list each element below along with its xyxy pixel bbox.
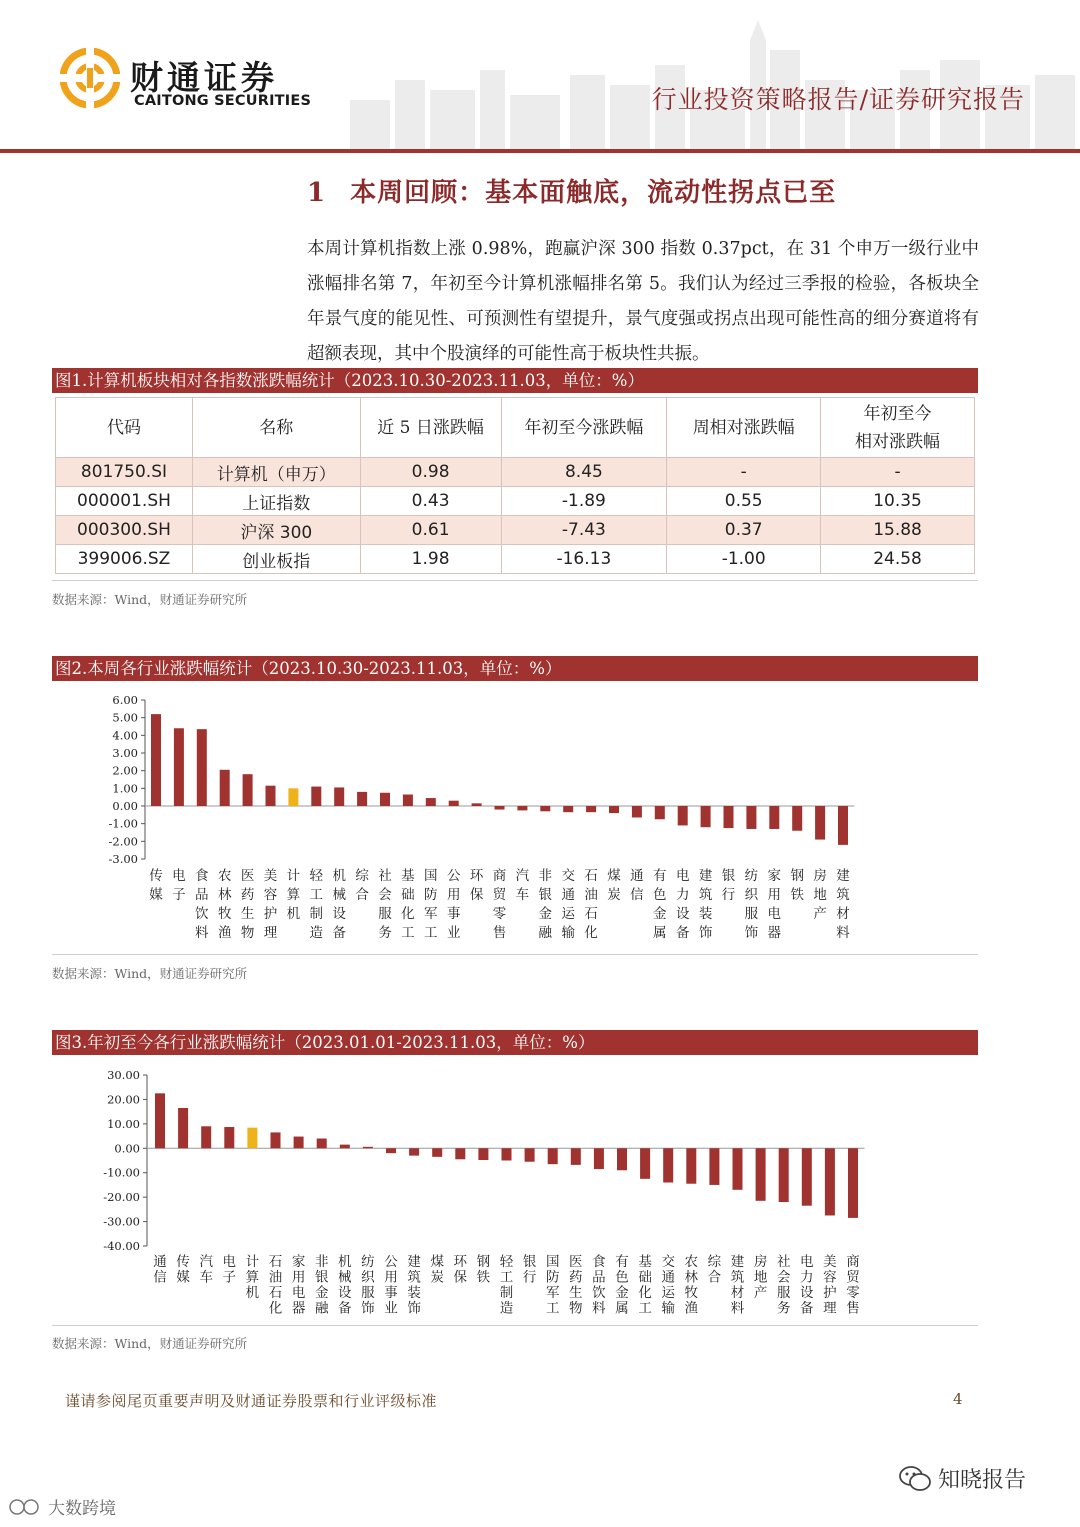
column-header: 年初至今涨跌幅 (501, 398, 667, 458)
x-category-label: 银行 (522, 1254, 537, 1286)
x-category-label: 商贸零售 (846, 1254, 860, 1316)
bar (769, 806, 779, 829)
bar (224, 1127, 234, 1148)
section-title: 本周回顾：基本面触底，流动性拐点已至 (350, 178, 837, 208)
table-cell: 8.45 (501, 458, 667, 487)
bar (502, 1148, 512, 1160)
bar (151, 714, 161, 806)
x-category-label: 医药生物 (569, 1254, 583, 1316)
x-category-label: 公用事业 (446, 868, 461, 941)
bar (663, 1148, 673, 1182)
y-tick-label: -3.00 (108, 852, 138, 866)
bar (478, 1148, 488, 1160)
figure2-source: 数据来源：Wind，财通证券研究所 (52, 966, 248, 981)
header-divider (0, 149, 1080, 153)
x-category-label: 建筑材料 (730, 1254, 745, 1316)
bar (632, 806, 642, 817)
table-cell: - (667, 458, 821, 487)
bar (571, 1148, 581, 1165)
bar (386, 1148, 396, 1153)
x-category-label: 建筑装饰 (698, 868, 713, 941)
table-cell: -1.00 (667, 545, 821, 574)
table-row (56, 545, 975, 574)
table-cell: 0.43 (360, 487, 501, 516)
bar (548, 1148, 558, 1164)
x-category-label: 汽车 (199, 1254, 213, 1286)
disclaimer-note: 谨请参阅尾页重要声明及财通证券股票和行业评级标准 (65, 1392, 438, 1410)
bar (340, 1145, 350, 1149)
watermark-right-text: 知晓报告 (938, 1468, 1027, 1493)
table-cell: 创业板指 (192, 545, 360, 574)
x-category-label: 国防军工 (545, 1254, 560, 1316)
x-category-label: 钢铁 (790, 868, 804, 903)
x-category-label: 煤炭 (430, 1254, 444, 1286)
bar (701, 806, 711, 827)
weekly-industry-change-chart (52, 684, 978, 946)
x-category-label: 交通运输 (661, 1254, 675, 1316)
y-tick-label: 10.00 (107, 1116, 140, 1131)
y-tick-label: 20.00 (107, 1092, 140, 1107)
bar (197, 729, 207, 806)
figure3-bottom-rule (52, 1325, 978, 1326)
table-cell: -16.13 (501, 545, 667, 574)
y-tick-label: 2.00 (112, 763, 138, 778)
x-category-label: 银行 (721, 868, 736, 903)
x-category-label: 汽车 (515, 868, 530, 903)
figure2-bottom-rule (52, 954, 978, 955)
figure3-title: 图3.年初至今各行业涨跌幅统计（2023.01.01-2023.11.03，单位：%） (52, 1030, 978, 1055)
caitong-logo-icon (60, 48, 120, 108)
y-tick-label: -10.00 (103, 1165, 140, 1180)
y-tick-label: -2.00 (108, 834, 138, 849)
x-category-label: 环保 (469, 868, 484, 903)
x-category-label: 非银金融 (314, 1254, 329, 1316)
bar (432, 1148, 442, 1157)
figure1-bottom-rule (52, 580, 978, 581)
x-category-label: 房地产 (753, 1254, 768, 1301)
bar (525, 1148, 535, 1161)
x-category-label: 通信 (630, 868, 644, 903)
x-category-label: 纺织服饰 (361, 1254, 375, 1316)
bar (586, 806, 596, 812)
x-category-label: 食品饮料 (195, 868, 209, 941)
y-tick-label: 1.00 (112, 781, 138, 796)
bar (174, 728, 184, 806)
figure2-title: 图2.本周各行业涨跌幅统计（2023.10.30-2023.11.03，单位：%） (52, 656, 978, 681)
watermark-dashu (8, 1494, 116, 1519)
table-cell: -7.43 (501, 516, 667, 545)
index-comparison-table (55, 397, 975, 574)
table-cell: 399006.SZ (56, 545, 193, 574)
bar (178, 1108, 188, 1148)
x-category-label: 轻工制造 (499, 1254, 514, 1316)
y-tick-label: 0.00 (114, 1141, 140, 1156)
bar (594, 1148, 604, 1169)
wechat-icon (898, 1465, 932, 1493)
bar (271, 1132, 281, 1148)
bar (563, 806, 573, 812)
table-row (56, 458, 975, 487)
bar (201, 1126, 211, 1148)
y-tick-label: -20.00 (103, 1190, 140, 1205)
intro-paragraph: 本周计算机指数上涨 0.98%，跑赢沪深 300 指数 0.37pct，在 31 个申万一级行业中涨幅排名第 7，年初至今计算机涨幅排名第 5。我们认为经过三季报的检验，各板块全年景气度的能见性、可预测性有望提升，景气度强或拐点出现可能性高的细分赛道将有超额表现，其中个股演绎的可能性高于板块性共振。 (307, 239, 979, 364)
bar (709, 1148, 719, 1185)
column-header: 代码 (56, 398, 193, 458)
bar (655, 806, 665, 819)
table-cell: 0.98 (360, 458, 501, 487)
x-category-label: 煤炭 (607, 868, 621, 903)
bar (617, 1148, 627, 1170)
x-category-label: 社会服务 (378, 868, 392, 941)
x-category-label: 有色金属 (615, 1254, 629, 1316)
table-cell: 0.61 (360, 516, 501, 545)
bar (155, 1093, 165, 1148)
x-category-label: 轻工制造 (309, 868, 324, 941)
table-cell: 0.55 (667, 487, 821, 516)
table-cell: 801750.SI (56, 458, 193, 487)
x-category-label: 美容护理 (823, 1254, 837, 1316)
bar (449, 801, 459, 806)
y-tick-label: 4.00 (112, 728, 138, 743)
section-number: 1 (307, 178, 327, 208)
bar (357, 792, 367, 806)
y-tick-label: 6.00 (112, 693, 138, 707)
table-header-row (56, 398, 975, 458)
x-category-label: 传媒 (176, 1254, 190, 1286)
y-tick-label: 30.00 (107, 1068, 140, 1082)
bar (724, 806, 734, 828)
table-cell: -1.89 (501, 487, 667, 516)
x-category-label: 环保 (453, 1254, 468, 1286)
figure3-source: 数据来源：Wind，财通证券研究所 (52, 1336, 248, 1351)
x-category-label: 美容护理 (263, 868, 278, 941)
bar (802, 1148, 812, 1205)
y-tick-label: 0.00 (112, 799, 138, 813)
x-category-label: 通信 (153, 1254, 167, 1286)
x-category-label: 石油石化 (268, 1254, 283, 1316)
x-category-label: 商贸零售 (492, 868, 507, 941)
bar (733, 1148, 743, 1190)
bar (540, 806, 550, 811)
column-header: 年初至今 相对涨跌幅 (821, 398, 975, 458)
logo-chinese-name: 财通证券 (130, 58, 278, 97)
table-cell: 上证指数 (192, 487, 360, 516)
x-category-label: 建筑材料 (836, 868, 850, 941)
bar (317, 1139, 327, 1149)
ytd-industry-change-chart (52, 1058, 978, 1316)
x-category-label: 纺织服饰 (744, 868, 759, 941)
x-category-label: 传媒 (149, 868, 163, 903)
table-cell: 15.88 (821, 516, 975, 545)
x-category-label: 综合 (355, 868, 369, 903)
x-category-label: 钢铁 (476, 1254, 491, 1286)
page-header (0, 0, 1080, 156)
table-cell: 10.35 (821, 487, 975, 516)
report-type-label: 行业投资策略报告/证券研究报告 (651, 85, 1025, 114)
bar (294, 1137, 304, 1149)
figure1-source: 数据来源：Wind，财通证券研究所 (52, 592, 248, 607)
x-category-label: 交通运输 (561, 868, 575, 941)
bar (247, 1128, 257, 1149)
x-category-label: 社会服务 (776, 1254, 791, 1316)
x-category-label: 非银金融 (538, 868, 553, 941)
x-category-label: 农林牧渔 (684, 1254, 699, 1316)
x-category-label: 农林牧渔 (217, 868, 232, 941)
bar (779, 1148, 789, 1202)
y-tick-label: -40.00 (103, 1239, 140, 1253)
figure1-title: 图1.计算机板块相对各指数涨跌幅统计（2023.10.30-2023.11.03，单位：%） (52, 368, 978, 393)
y-tick-label: -30.00 (103, 1214, 140, 1229)
x-category-label: 家用电器 (767, 868, 782, 941)
x-category-label: 计算机 (286, 868, 301, 922)
bar (838, 806, 848, 845)
y-tick-label: 5.00 (112, 710, 138, 725)
table-cell: 000001.SH (56, 487, 193, 516)
bar (266, 786, 276, 806)
table-cell: - (821, 458, 975, 487)
bar (495, 806, 505, 810)
watermark-left-text: 大数跨境 (48, 1499, 116, 1519)
x-category-label: 房地产 (813, 868, 827, 922)
x-category-label: 电子 (222, 1254, 237, 1286)
bar (517, 806, 527, 810)
bar (686, 1148, 696, 1183)
bar (288, 788, 298, 806)
bar (678, 806, 688, 825)
x-category-label: 石油石化 (584, 868, 598, 941)
bar (409, 1148, 419, 1155)
watermark-zhixiao (898, 1463, 1026, 1494)
x-category-label: 基础化工 (638, 1254, 652, 1316)
x-category-label: 有色金属 (653, 868, 667, 941)
x-category-label: 电子 (172, 868, 186, 903)
y-tick-label: -1.00 (108, 816, 138, 831)
x-category-label: 电力设备 (675, 868, 690, 941)
logo-english-name: CAITONG SECURITIES (134, 93, 312, 109)
bar (815, 806, 825, 840)
table-cell: 000300.SH (56, 516, 193, 545)
table-cell: 计算机（申万） (192, 458, 360, 487)
x-category-label: 建筑装饰 (407, 1254, 421, 1316)
bar (426, 798, 436, 806)
table-row (56, 516, 975, 545)
bar (746, 806, 756, 829)
x-category-label: 基础化工 (401, 868, 415, 941)
column-header: 名称 (192, 398, 360, 458)
table-cell: 0.37 (667, 516, 821, 545)
x-category-label: 综合 (707, 1254, 722, 1286)
bar (243, 774, 253, 806)
bar (640, 1148, 650, 1179)
x-category-label: 计算机 (245, 1254, 260, 1301)
x-category-label: 家用电器 (291, 1254, 306, 1316)
watermark-logo-icon (8, 1498, 44, 1516)
bar (756, 1148, 766, 1201)
x-category-label: 食品饮料 (592, 1254, 606, 1316)
bar (380, 793, 390, 806)
x-category-label: 电力设备 (800, 1254, 814, 1316)
column-header: 周相对涨跌幅 (667, 398, 821, 458)
bar (792, 806, 802, 831)
bar (403, 795, 413, 806)
table-cell: 沪深 300 (192, 516, 360, 545)
bar (609, 806, 619, 813)
x-category-label: 机械设备 (332, 868, 346, 941)
bar (825, 1148, 835, 1215)
x-category-label: 医药生物 (240, 868, 255, 941)
table-cell: 24.58 (821, 545, 975, 574)
table-cell: 1.98 (360, 545, 501, 574)
y-tick-label: 3.00 (112, 746, 138, 760)
x-category-label: 公用事业 (384, 1254, 398, 1316)
x-category-label: 国防军工 (424, 868, 438, 941)
bar (455, 1148, 465, 1159)
x-category-label: 机械设备 (338, 1254, 352, 1316)
bar (848, 1148, 858, 1218)
section-heading (307, 172, 836, 209)
table-row (56, 487, 975, 516)
bar (311, 787, 321, 806)
bar (334, 787, 344, 806)
bar (363, 1147, 373, 1148)
page-number: 4 (953, 1390, 963, 1408)
column-header: 近 5 日涨跌幅 (360, 398, 501, 458)
bar (472, 803, 482, 806)
bar (220, 770, 230, 806)
